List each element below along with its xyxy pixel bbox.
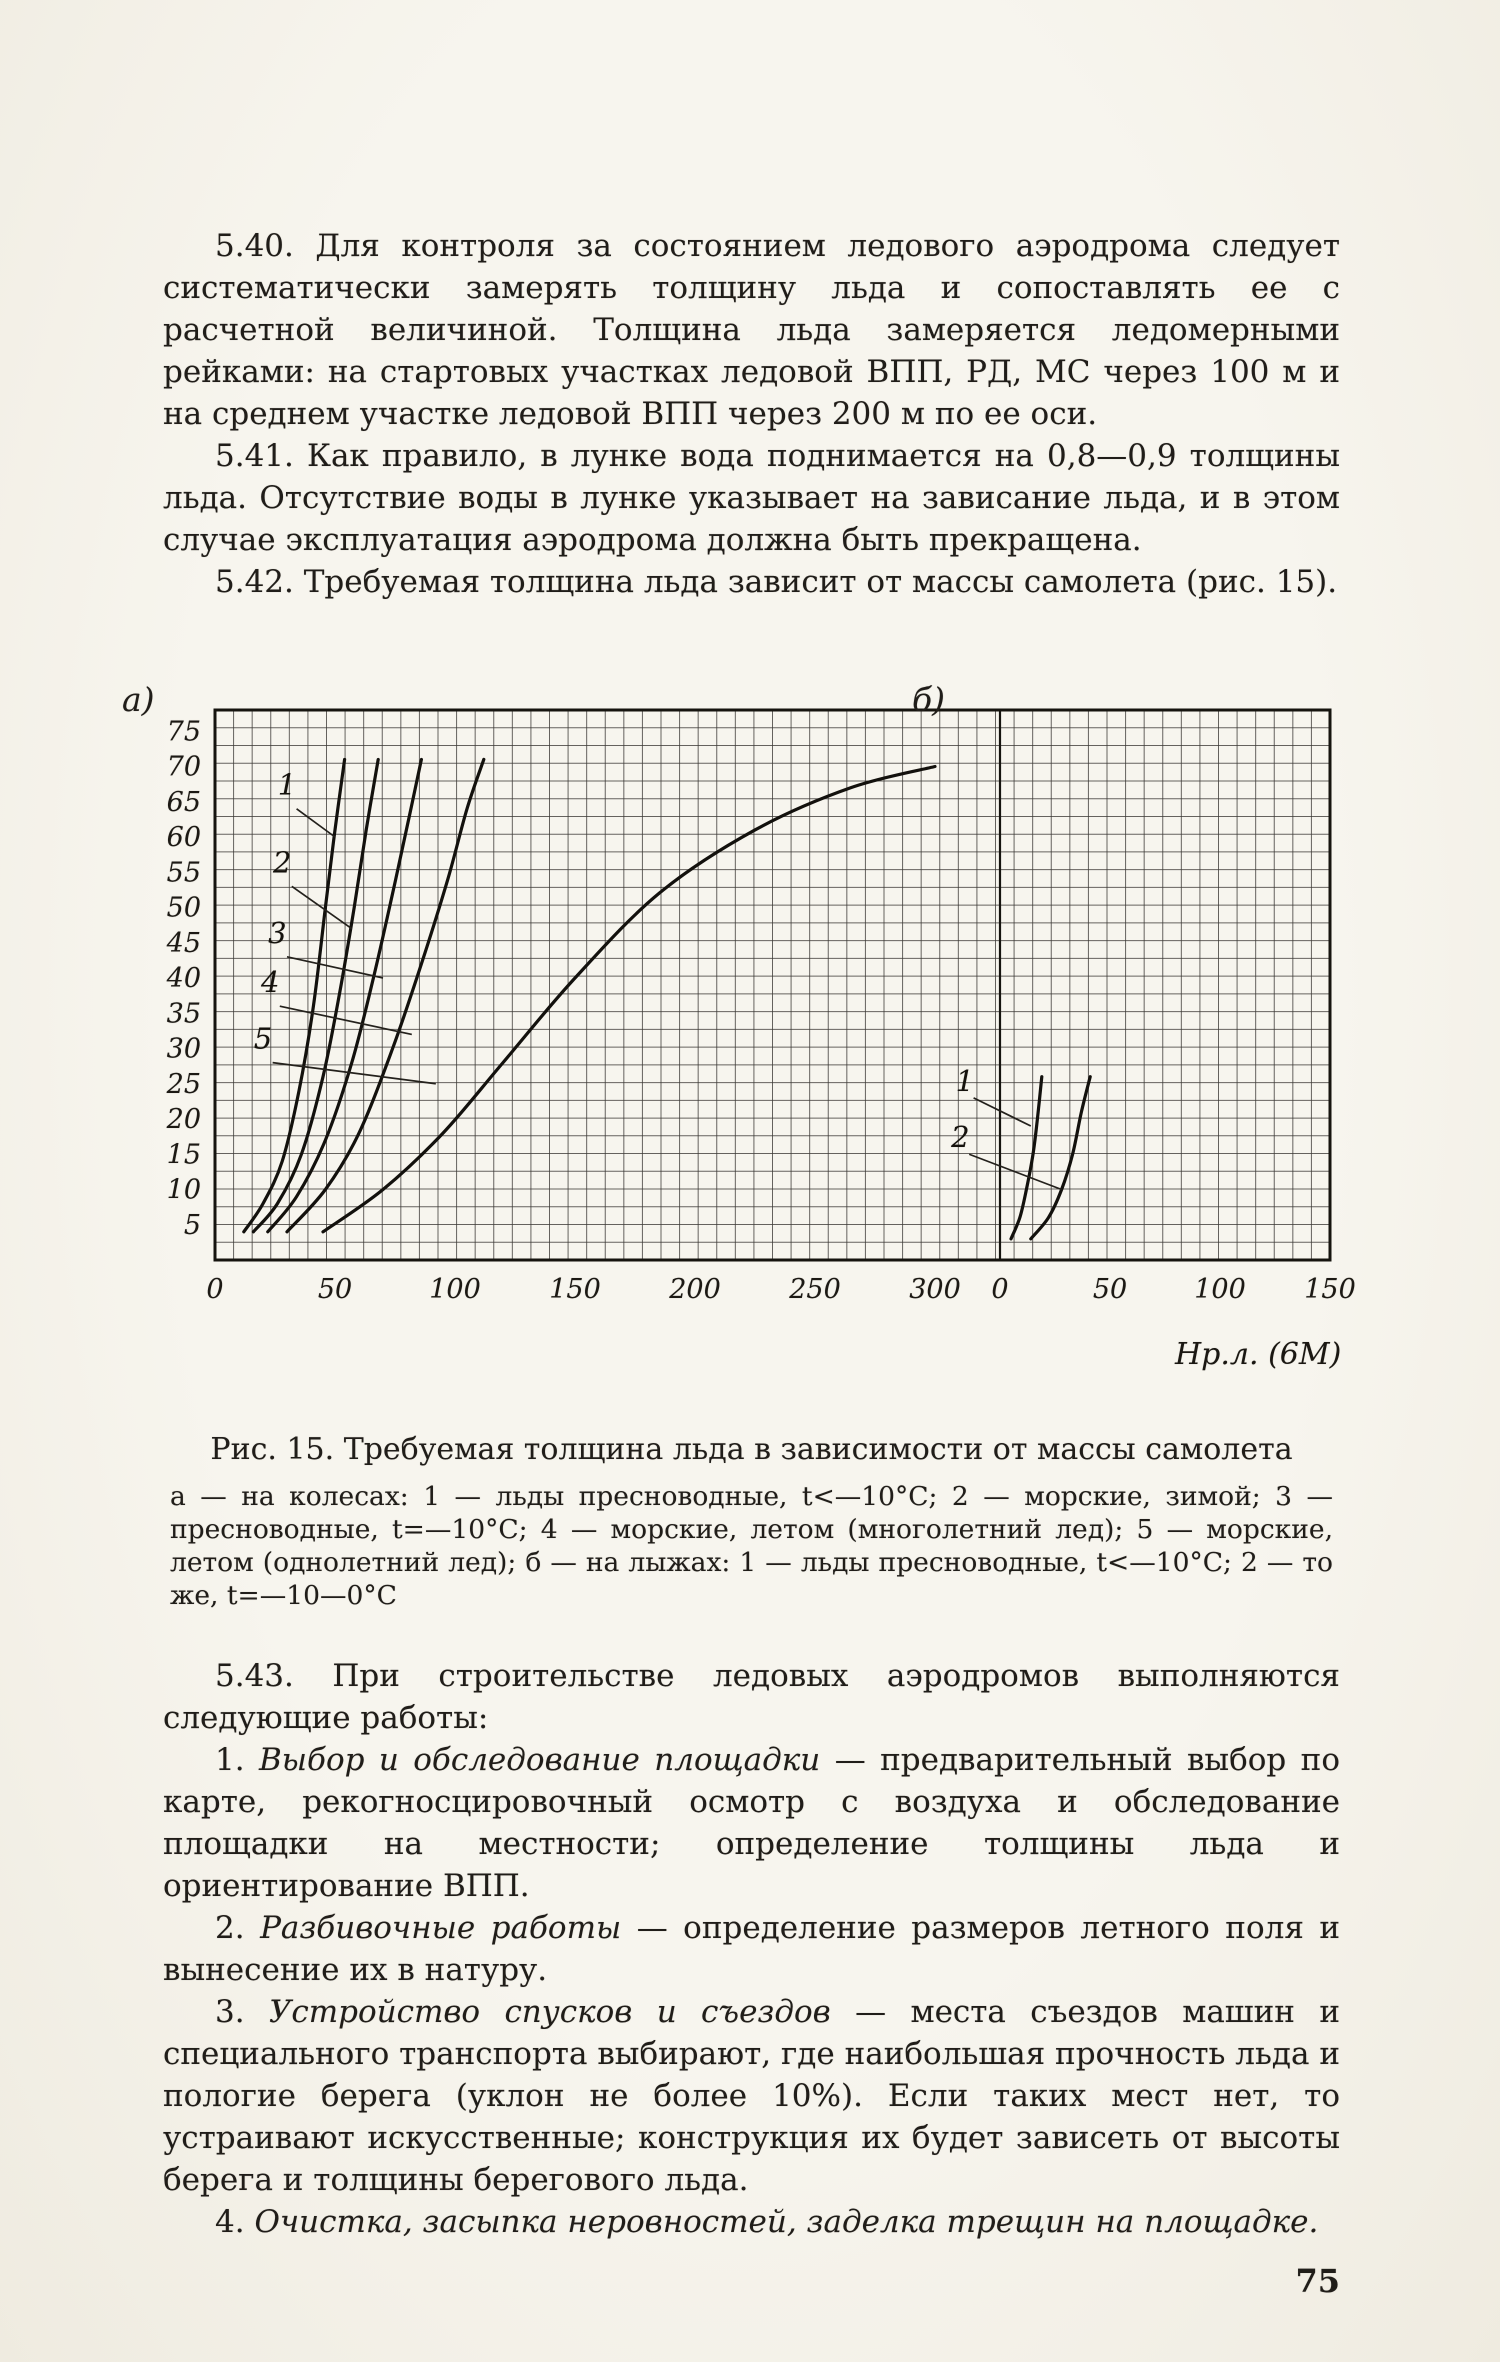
svg-text:50: 50 bbox=[1092, 1274, 1128, 1305]
svg-text:0: 0 bbox=[991, 1274, 1009, 1305]
svg-text:45: 45 bbox=[166, 927, 201, 959]
svg-text:50: 50 bbox=[166, 892, 201, 924]
svg-text:4: 4 bbox=[260, 965, 280, 1000]
work-item-title: Очистка, засыпка неровностей, заделка трещин на площадке. bbox=[254, 2204, 1319, 2240]
svg-text:25: 25 bbox=[166, 1068, 201, 1100]
svg-text:Нр.л. (6М): Нр.л. (6М) bbox=[1175, 1337, 1342, 1372]
svg-text:75: 75 bbox=[166, 716, 201, 748]
chart-panel-a-label: а) bbox=[122, 680, 155, 719]
svg-text:50: 50 bbox=[317, 1274, 353, 1305]
figure-caption-title: Рис. 15. Требуемая толщина льда в зависимости от массы самолета bbox=[210, 1432, 1293, 1467]
work-item-3 bbox=[163, 1991, 1340, 2201]
svg-text:65: 65 bbox=[166, 786, 201, 818]
svg-text:3: 3 bbox=[268, 915, 287, 950]
svg-text:40: 40 bbox=[166, 963, 201, 994]
svg-text:15: 15 bbox=[166, 1139, 201, 1171]
svg-text:100: 100 bbox=[429, 1274, 481, 1305]
work-item-text: — определение размеров летного поля и вынесение их в натуру. bbox=[163, 1910, 1341, 1988]
paragraph-541: 5.41. Как правило, в лунке вода поднимается на 0,8—0,9 толщины льда. Отсутствие воды в лунке указывает на зависание льда, и в этом случае эксплуатация аэродрома должна быть прекращена. bbox=[163, 438, 1340, 558]
svg-text:5: 5 bbox=[183, 1209, 201, 1241]
section-540-542 bbox=[163, 225, 1340, 603]
paragraph-542: 5.42. Требуемая толщина льда зависит от массы самолета (рис. 15). bbox=[215, 564, 1338, 600]
work-item-number: 4. bbox=[215, 2204, 245, 2240]
work-item-number: 2. bbox=[215, 1910, 245, 1946]
work-item-text: — предварительный выбор по карте, рекогносцировочный осмотр с воздуха и обследование площадки на местности; определение толщины льда и ориентирование ВПП. bbox=[163, 1742, 1341, 1904]
svg-text:150: 150 bbox=[1304, 1274, 1356, 1305]
page-number: 75 bbox=[1295, 2262, 1340, 2300]
svg-text:30: 30 bbox=[166, 1033, 201, 1065]
figure-caption-legend: а — на колесах: 1 — льды пресноводные, t<—10°С; 2 — морские, зимой; 3 — пресноводные, t=—10°С; 4 — морские, летом (многолетний лед); 5 — морские, летом (однолетний лед); б — на лыжах: 1 — льды пресноводные, t<—10°С; 2 — то же, t=—10—0°С bbox=[170, 1481, 1333, 1611]
svg-text:35: 35 bbox=[166, 998, 201, 1030]
chart-panel-b-label: б) bbox=[912, 680, 946, 719]
work-item-title: Разбивочные работы bbox=[260, 1910, 622, 1946]
svg-text:5: 5 bbox=[253, 1021, 273, 1056]
work-item-1 bbox=[163, 1739, 1340, 1907]
svg-text:100: 100 bbox=[1194, 1274, 1246, 1305]
svg-text:0: 0 bbox=[206, 1274, 224, 1305]
work-item-title: Устройство спусков и съездов bbox=[268, 1994, 831, 2030]
svg-text:150: 150 bbox=[549, 1274, 601, 1305]
work-item-number: 3. bbox=[215, 1994, 245, 2030]
work-item-number: 1. bbox=[215, 1742, 245, 1778]
svg-text:10: 10 bbox=[166, 1174, 201, 1206]
svg-text:70: 70 bbox=[166, 751, 201, 783]
svg-text:2: 2 bbox=[951, 1120, 970, 1155]
work-item-4 bbox=[163, 2201, 1340, 2243]
section-543 bbox=[163, 1655, 1340, 2243]
svg-text:2: 2 bbox=[272, 845, 292, 880]
svg-text:20: 20 bbox=[166, 1104, 201, 1135]
work-item-text: — места съездов машин и специального транспорта выбирают, где наибольшая прочность льда и пологие берега (уклон не более 10%). Если таких мест нет, то устраивают искусственные; конструкция их будет зависеть от высоты берега и толщины берегового льда. bbox=[163, 1994, 1340, 2198]
paragraph-543-intro: 5.43. При строительстве ледовых аэродромов выполняются следующие работы: bbox=[163, 1658, 1340, 1736]
svg-text:55: 55 bbox=[166, 857, 201, 889]
svg-text:200: 200 bbox=[669, 1274, 721, 1305]
figure-chart bbox=[100, 670, 1400, 1410]
svg-text:300: 300 bbox=[909, 1274, 961, 1305]
svg-text:1: 1 bbox=[955, 1063, 975, 1098]
paragraph-540: 5.40. Для контроля за состоянием ледового аэродрома следует систематически замерять толщину льда и сопоставлять ее с расчетной величиной. Толщина льда замеряется ледомерными рейками: на стартовых участках ледовой ВПП, РД, МС через 100 м и на среднем участке ледовой ВПП через 200 м по ее оси. bbox=[163, 228, 1340, 432]
work-item-title: Выбор и обследование площадки bbox=[259, 1742, 821, 1778]
work-item-2 bbox=[163, 1907, 1340, 1991]
svg-text:1: 1 bbox=[277, 767, 297, 802]
svg-text:250: 250 bbox=[789, 1274, 841, 1305]
svg-text:60: 60 bbox=[166, 822, 201, 853]
